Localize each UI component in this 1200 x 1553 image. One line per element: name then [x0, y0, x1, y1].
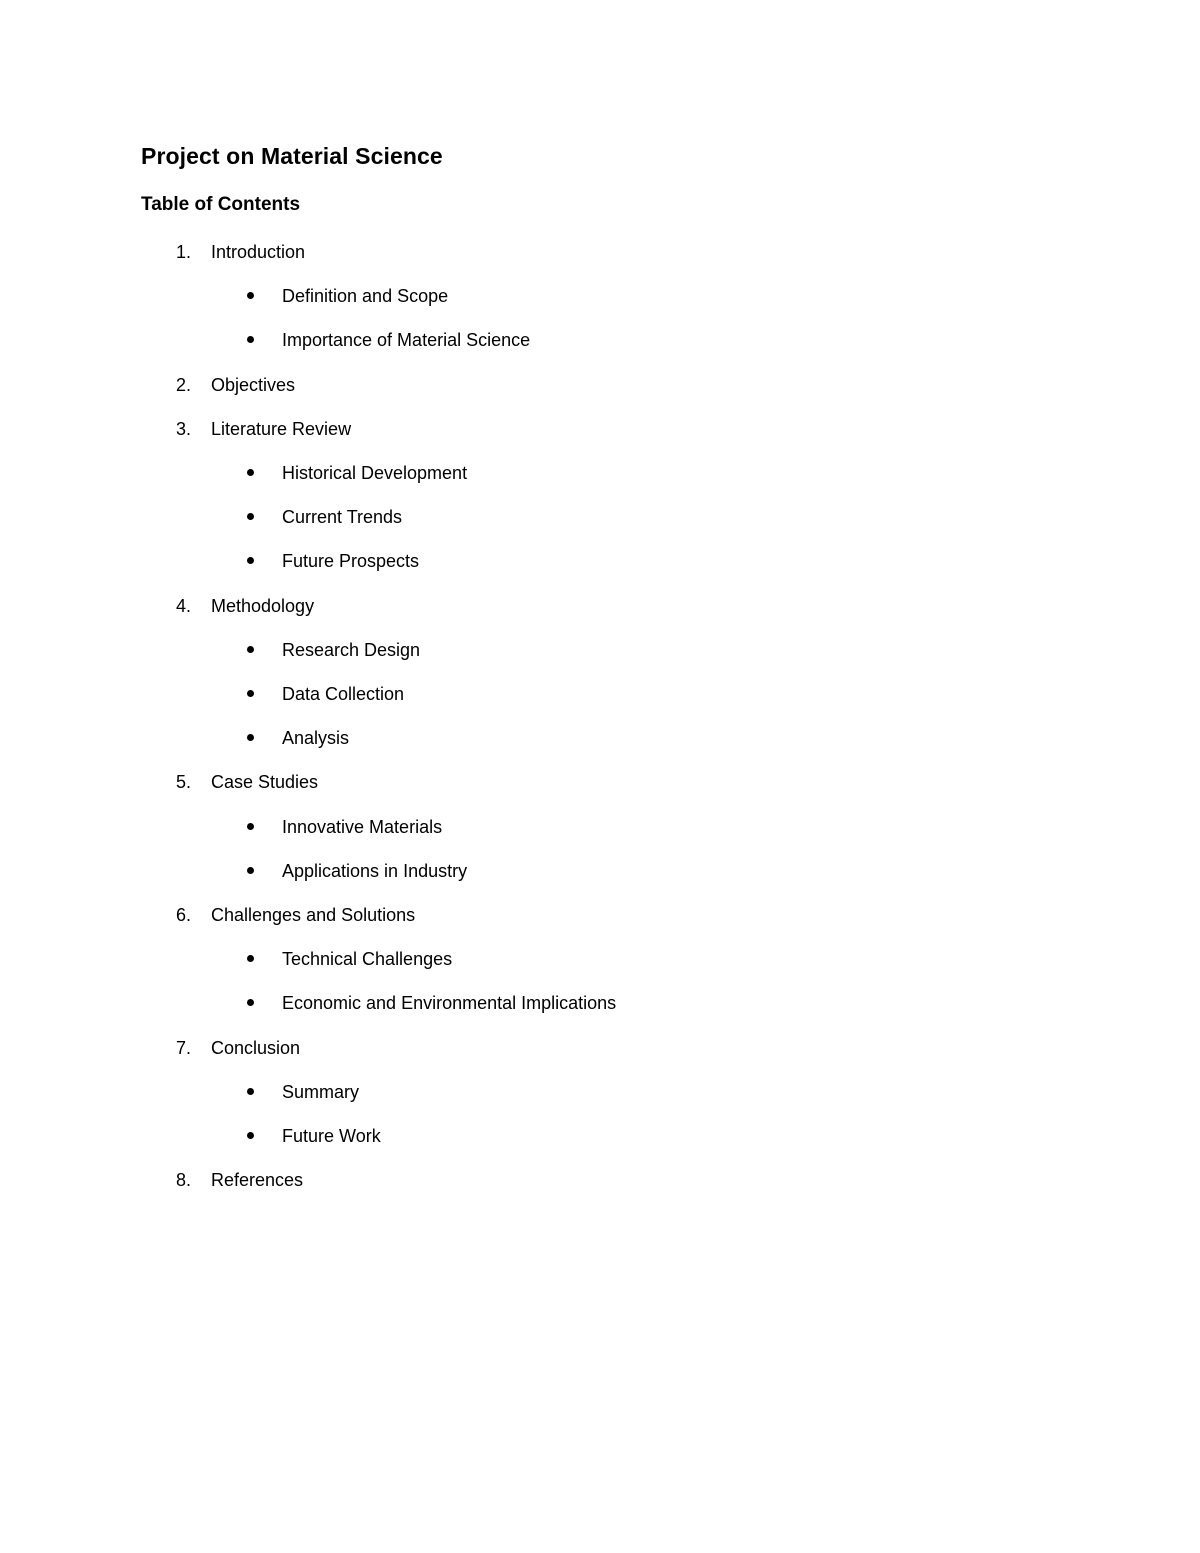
toc-subitem-label: Future Work: [282, 1126, 381, 1146]
toc-subitem-label: Applications in Industry: [282, 861, 468, 881]
bullet-icon: [247, 823, 254, 830]
bullet-icon: [247, 867, 254, 874]
toc-subitem-label: Innovative Materials: [282, 817, 443, 837]
toc-item-label: Challenges and Solutions: [211, 905, 416, 925]
bullet-icon: [247, 646, 254, 653]
toc-subitem-label: Historical Development: [282, 463, 468, 483]
toc-item-number: 5.: [176, 772, 192, 792]
toc-subitem-label: Current Trends: [282, 507, 403, 527]
toc-item-label: Case Studies: [211, 772, 319, 792]
toc-item-number: 8.: [176, 1170, 192, 1190]
toc-item-label: Methodology: [211, 596, 315, 616]
bullet-icon: [247, 955, 254, 962]
bullet-icon: [247, 292, 254, 299]
bullet-icon: [247, 734, 254, 741]
bullet-icon: [247, 999, 254, 1006]
toc-subitem-label: Summary: [282, 1082, 360, 1102]
toc-subitem-label: Future Prospects: [282, 551, 420, 571]
toc-subitem-label: Analysis: [282, 728, 350, 748]
toc-heading: Table of Contents: [141, 194, 301, 215]
toc-item-number: 7.: [176, 1038, 192, 1058]
toc-subitem-label: Economic and Environmental Implications: [282, 993, 617, 1013]
toc-subitem-label: Importance of Material Science: [282, 330, 531, 350]
toc-item-label: References: [211, 1170, 304, 1190]
bullet-icon: [247, 557, 254, 564]
bullet-icon: [247, 336, 254, 343]
toc-subitem-label: Research Design: [282, 640, 421, 660]
toc-item-label: Introduction: [211, 242, 306, 262]
toc-subitem-label: Definition and Scope: [282, 286, 449, 306]
bullet-icon: [247, 1088, 254, 1095]
toc-item-number: 6.: [176, 905, 192, 925]
toc-item-number: 4.: [176, 596, 192, 616]
toc-item-label: Objectives: [211, 375, 296, 395]
toc-item-number: 3.: [176, 419, 192, 439]
toc-item-number: 1.: [176, 242, 192, 262]
document-title: Project on Material Science: [141, 143, 443, 169]
bullet-icon: [247, 513, 254, 520]
bullet-icon: [247, 1132, 254, 1139]
toc-item-label: Conclusion: [211, 1038, 301, 1058]
toc-item-label: Literature Review: [211, 419, 352, 439]
bullet-icon: [247, 690, 254, 697]
bullet-icon: [247, 469, 254, 476]
toc-item-number: 2.: [176, 375, 192, 395]
toc-subitem-label: Technical Challenges: [282, 949, 453, 969]
toc-subitem-label: Data Collection: [282, 684, 405, 704]
